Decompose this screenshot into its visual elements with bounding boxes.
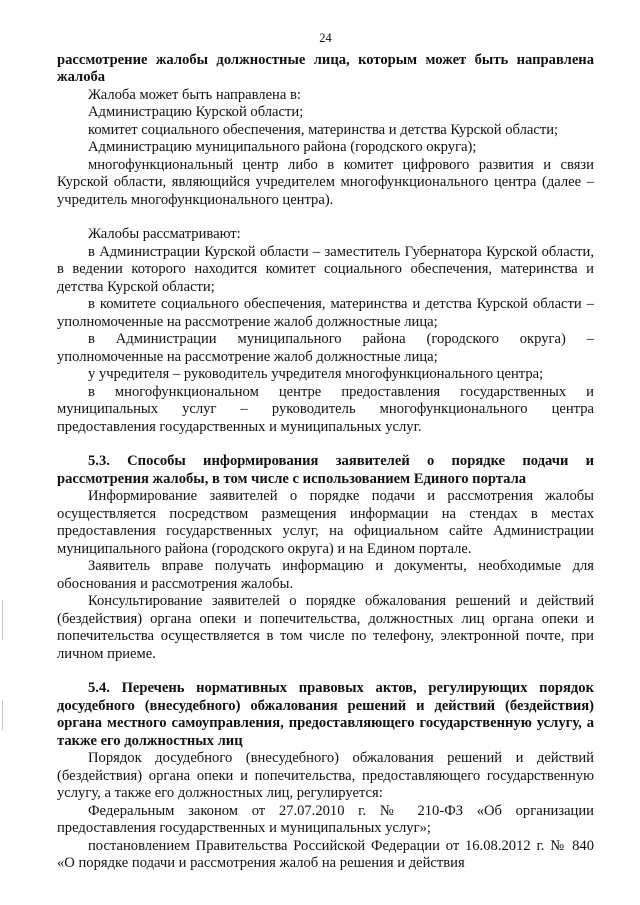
paragraph: Консультирование заявителей о порядке обжалования решений и действий (бездействия) органа опеки и попечительства, должностных лиц органа опеки и попечительства осуществляется в том числе по телефону, электронной почте, при личном приеме. xyxy=(57,593,594,662)
scan-edge-mark xyxy=(2,700,3,730)
paragraph: Заявитель вправе получать информацию и документы, необходимые для обоснования и рассмотрения жалобы. xyxy=(57,558,594,592)
section-heading: рассмотрение жалобы должностные лица, которым может быть направлена жалоба xyxy=(57,51,594,85)
scan-edge-mark xyxy=(2,600,3,640)
paragraph: Федеральным законом от 27.07.2010 г. № 210-ФЗ «Об организации предоставления государственных и муниципальных услуг»; xyxy=(57,802,594,836)
paragraph: в комитете социального обеспечения, материнства и детства Курской области – уполномоченные на рассмотрение жалоб должностные лица; xyxy=(57,296,594,330)
page-number: 24 xyxy=(319,31,332,45)
document-page xyxy=(57,30,594,873)
paragraph: Жалобы рассматривают: xyxy=(88,226,241,242)
paragraph: многофункциональный центр либо в комитет цифрового развития и связи Курской области, являющийся учредителем многофункционального центра (далее – учредитель многофункционального центра). xyxy=(57,156,594,208)
paragraph: Администрацию Курской области; xyxy=(88,104,304,120)
section-heading: 5.3. Способы информирования заявителей о порядке подачи и рассмотрения жалобы, в том числе с использованием Единого портала xyxy=(57,453,594,487)
paragraph: Информирование заявителей о порядке подачи и рассмотрения жалобы осуществляется посредством размещения информации на стендах в местах предоставления государственных услуг, на официальном сайте Администрации муниципального района (городского округа) и на Едином портале. xyxy=(57,488,594,557)
paragraph: Порядок досудебного (внесудебного) обжалования решений и действий (бездействия) органа опеки и попечительства, предоставляющего государственную услугу, а также его должностных лиц, регулируется: xyxy=(57,750,594,801)
paragraph: в многофункциональном центре предоставления государственных и муниципальных услуг – руководитель многофункционального центра предоставления государственных и муниципальных услуг. xyxy=(57,383,594,435)
paragraph-spacer xyxy=(57,436,594,453)
paragraph: Жалоба может быть направлена в: xyxy=(88,86,301,103)
paragraph: в Администрации Курской области – заместитель Губернатора Курской области, в ведении которого находится комитет социального обеспечения, материнства и детства Курской области; xyxy=(57,243,594,295)
paragraph: Администрацию муниципального района (городского округа); xyxy=(88,139,477,155)
document-body xyxy=(57,52,594,873)
paragraph-spacer xyxy=(57,663,594,680)
paragraph: в Администрации муниципального района (городского округа) – уполномоченные на рассмотрение жалоб должностные лица; xyxy=(57,331,594,365)
paragraph: у учредителя – руководитель учредителя многофункционального центра; xyxy=(88,366,544,382)
paragraph: комитет социального обеспечения, материнства и детства Курской области; xyxy=(88,121,559,138)
section-heading: 5.4. Перечень нормативных правовых актов, регулирующих порядок досудебного (внесудебного) обжалования решений и действий (бездействия) органа местного самоуправления, предоставляющего государственную услугу, а также его должностных лиц xyxy=(57,680,594,749)
paragraph: постановлением Правительства Российской Федерации от 16.08.2012 г. № 840 «О порядке подачи и рассмотрения жалоб на решения и действия xyxy=(57,837,594,871)
paragraph-spacer xyxy=(57,209,594,226)
